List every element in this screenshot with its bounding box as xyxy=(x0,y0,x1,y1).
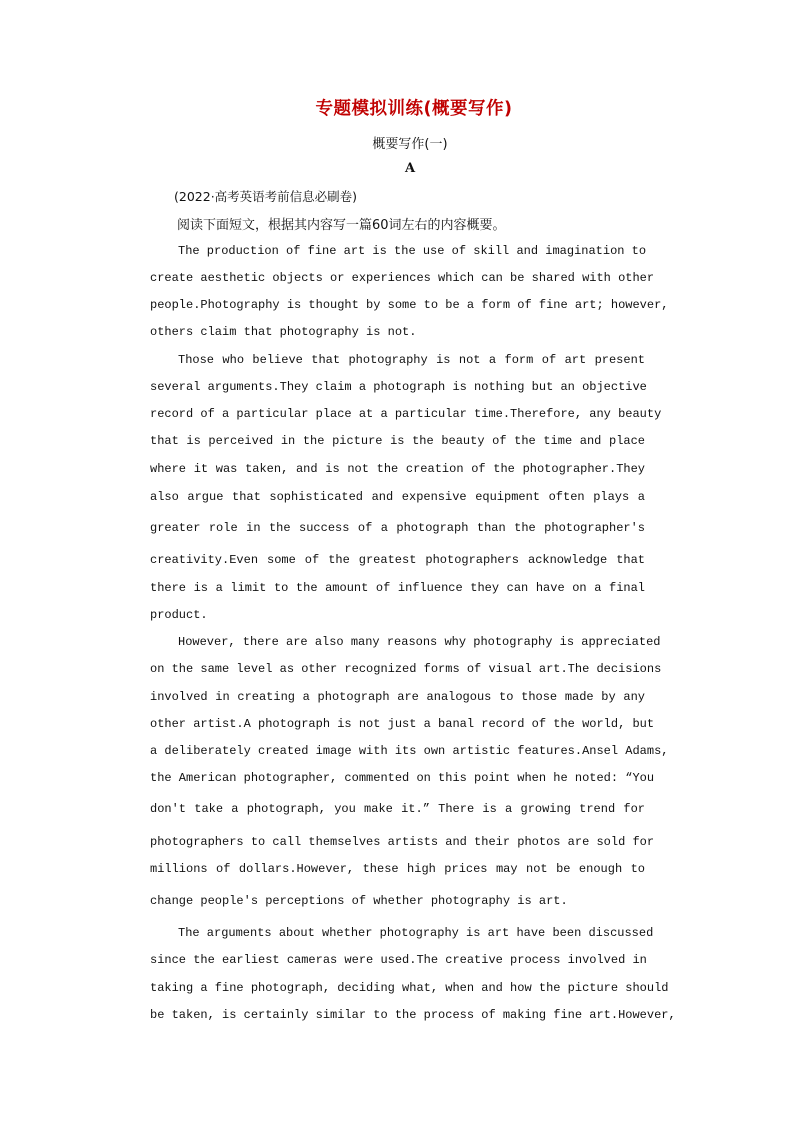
passage-line: The arguments about whether photography is art have been discussed xyxy=(178,926,654,940)
passage-line: on the same level as other recognized forms of visual art.The decisions xyxy=(150,662,662,676)
passage-line: photographers to call themselves artists and their photos are sold for xyxy=(150,835,655,849)
passage-line: be taken, is certainly similar to the process of making fine art.However, xyxy=(150,1008,676,1022)
passage-line: create aesthetic objects or experiences which can be shared with other xyxy=(150,271,655,285)
document-subtitle: 概要写作(一) xyxy=(372,137,448,152)
passage-line: involved in creating a photograph are analogous to those made by any xyxy=(150,690,645,704)
passage-line: However, there are also many reasons why photography is appreciated xyxy=(178,635,661,649)
passage-line: others claim that photography is not. xyxy=(150,325,417,339)
passage-line: the American photographer, commented on this point when he noted: “You xyxy=(150,771,655,785)
task-instruction: 阅读下面短文，根据其内容写一篇60词左右的内容概要。 xyxy=(177,218,506,233)
passage-line: where it was taken, and is not the creation of the photographer.They xyxy=(150,462,645,476)
passage-line: people.Photography is thought by some to be a form of fine art; however, xyxy=(150,298,669,312)
passage-line: taking a fine photograph, deciding what, when and how the picture should xyxy=(150,981,669,995)
passage-line: that is perceived in the picture is the beauty of the time and place xyxy=(150,434,645,448)
document-title: 专题模拟训练(概要写作) xyxy=(315,99,513,119)
passage-line: creativity.Even some of the greatest photographers acknowledge that xyxy=(150,553,645,567)
passage-line: since the earliest cameras were used.The creative process involved in xyxy=(150,953,647,967)
passage-line: millions of dollars.However, these high prices may not be enough to xyxy=(150,862,645,876)
source-note: (2022·高考英语考前信息必刷卷) xyxy=(174,189,358,204)
passage-line: a deliberately created image with its own artistic features.Ansel Adams, xyxy=(150,744,669,758)
passage-line: change people's perceptions of whether photography is art. xyxy=(150,894,568,908)
passage-line: product. xyxy=(150,608,208,622)
section-label: A xyxy=(404,161,416,176)
passage-line: Those who believe that photography is not a form of art present xyxy=(178,353,645,367)
passage-line: other artist.A photograph is not just a banal record of the world, but xyxy=(150,717,655,731)
passage-line: The production of fine art is the use of skill and imagination to xyxy=(178,244,647,258)
passage-line: several arguments.They claim a photograph is nothing but an objective xyxy=(150,380,647,394)
passage-line: don't take a photograph, you make it.” There is a growing trend for xyxy=(150,802,645,816)
passage-line: also argue that sophisticated and expensive equipment often plays a xyxy=(150,490,645,504)
passage-line: record of a particular place at a particular time.Therefore, any beauty xyxy=(150,407,662,421)
passage-line: greater role in the success of a photograph than the photographer's xyxy=(150,521,645,535)
passage-line: there is a limit to the amount of influence they can have on a final xyxy=(150,581,645,595)
